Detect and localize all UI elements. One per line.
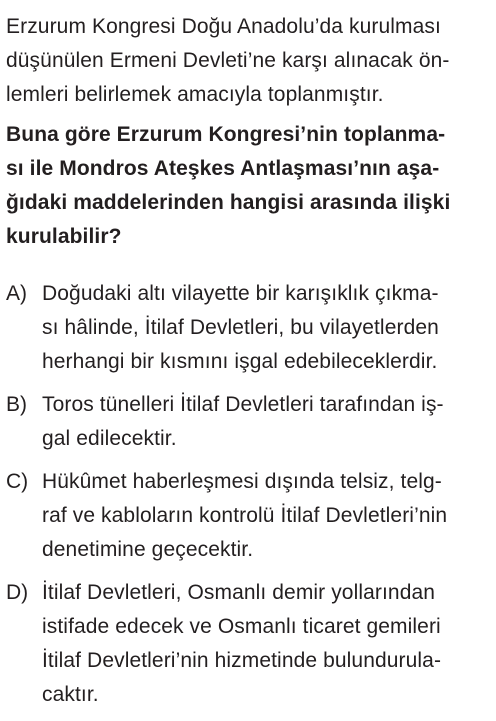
option-letter: C) [6, 470, 29, 493]
option-d[interactable] [6, 576, 490, 712]
option-line: raf ve kabloların kontrolü İtilaf Devletleri’nin [42, 504, 448, 527]
answer-options [6, 277, 490, 712]
intro-line: düşünülen Ermeni Devleti’ne karşı alınacak ön- [6, 49, 450, 72]
option-line: denetimine geçecektir. [42, 538, 254, 561]
option-line: Hükûmet haberleşmesi dışında telsiz, telg- [42, 470, 442, 493]
option-letter: A) [6, 282, 27, 305]
option-line: istifade edecek ve Osmanlı ticaret gemileri [42, 615, 441, 638]
question-line: Buna göre Erzurum Kongresi’nin toplanma- [6, 123, 446, 146]
option-line: caktır. [42, 683, 99, 706]
option-line: sı hâlinde, İtilaf Devletleri, bu vilayetlerden [42, 316, 439, 339]
question-intro [6, 10, 490, 112]
option-text [42, 576, 490, 712]
option-text [42, 465, 490, 567]
question-line: sı ile Mondros Ateşkes Antlaşması’nın aşa- [6, 157, 440, 180]
option-b[interactable] [6, 388, 490, 456]
intro-line: Erzurum Kongresi Doğu Anadolu’da kurulması [6, 15, 441, 38]
option-line: gal edilecektir. [42, 427, 177, 450]
question-line: ğıdaki maddelerinden hangisi arasında ilişki [6, 191, 451, 214]
question-line: kurulabilir? [6, 225, 122, 248]
option-line: herhangi bir kısmını işgal edebileceklerdir. [42, 350, 438, 373]
option-letter: D) [6, 581, 29, 604]
option-line: Doğudaki altı vilayette bir karışıklık çıkma- [42, 282, 439, 305]
option-text [42, 388, 490, 456]
option-line: Toros tünelleri İtilaf Devletleri tarafından iş- [42, 393, 444, 416]
option-letter: B) [6, 393, 27, 416]
option-c[interactable] [6, 465, 490, 567]
intro-line: lemleri belirlemek amacıyla toplanmıştır. [6, 83, 384, 106]
option-line: İtilaf Devletleri, Osmanlı demir yollarından [42, 581, 436, 604]
option-a[interactable] [6, 277, 490, 379]
option-text [42, 277, 490, 379]
question-stem [6, 118, 490, 254]
question-page [6, 10, 490, 721]
option-line: İtilaf Devletleri’nin hizmetinde bulundurula- [42, 649, 442, 672]
